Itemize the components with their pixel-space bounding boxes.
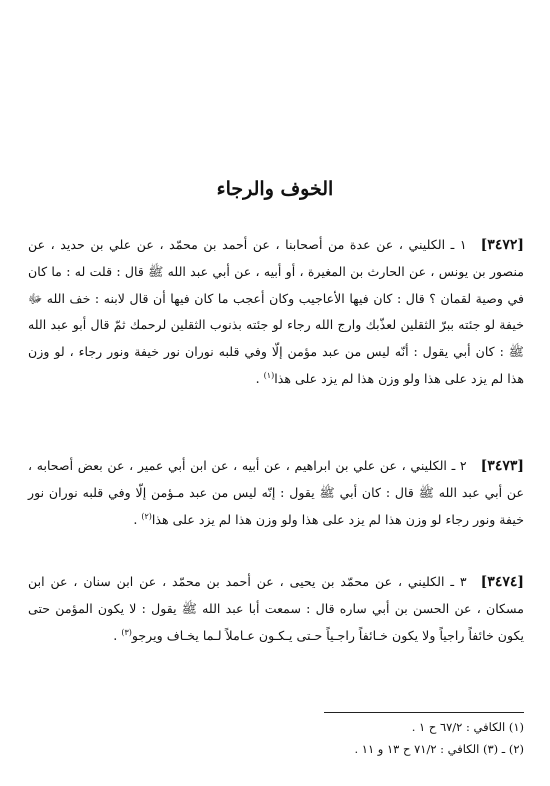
hadith-text: ٣ ـ الكليني ، عن محمّد بن يحيى ، عن أحمد بن محمّد ، عن ابن سنان ، عن ابن مسكان ، عن الحسن بن أبي ساره قال : سمعت أبا عبد الله ﷺ يقول : لا يكون المؤمن حتى يكون خائفاً راجياً ولا يكون خـائفاً راجـياً حـتى يـكـون عـاملاً لـما يخـاف ويرجو	[28, 574, 524, 643]
hadith-entry	[28, 453, 524, 533]
footnotes	[28, 716, 524, 760]
hadith-number: [٣٤٧٣]	[480, 458, 524, 474]
hadith-text: ١ ـ الكليني ، عن عدة من أصحابنا ، عن أحمد بن محمّد ، عن علي بن حديد ، عن منصور بن يونس ، عن الحارث بن المغيرة ، أو أبيه ، عن أبي عبد الله ﷺ قال : قلت له : ما كان في وصية لقمان ؟ قال : كان فيها الأعاجيب وكان أعجب ما كان فيها أن قال لابنه : خف الله ﷻ خيفة لو جئته ببرّ الثقلين لعذّبك وارج الله رجاء لو جئته بذنوب الثقلين لرحمك ثمّ قال أبو عبد الله ﷺ : كان أبي يقول : أنّه ليس من عبد مؤمن إلّا وفي قلبه نوران نور خيفة ونور رجاء ، لو وزن هذا لم يزد على هذا ولو وزن هذا لم يزد على هذا	[28, 237, 524, 386]
hadith-entry	[28, 232, 524, 393]
footnote-line: (١) الكافي : ٦٧/٢ ح ١ .	[411, 720, 524, 734]
hadith-text: ٢ ـ الكليني ، عن علي بن ابراهيم ، عن أبيه ، عن ابن أبي عمير ، عن بعض أصحابه ، عن أبي عبد الله ﷺ قال : كان أبي ﷺ يقول : إنّه ليس من عبد مـؤمن إلّا وفي قلبه نوران نور خيفة ونور رجاء لو وزن هذا لم يزد على هذا ولو وزن هذا لم يزد على هذا	[28, 458, 524, 527]
hadith-entry	[28, 569, 524, 649]
footnote-marker: (١)	[263, 370, 275, 380]
footnote-divider	[324, 712, 524, 713]
footnote-line: (٢) ـ (٣) الكافي : ٧١/٢ ح ١٣ و ١١ .	[354, 742, 524, 756]
hadith-end: .	[133, 511, 142, 527]
chapter-title: الخوف والرجاء	[216, 178, 334, 200]
hadith-number: [٣٤٧٢]	[480, 237, 524, 253]
hadith-end: .	[113, 627, 122, 643]
footnote-marker: (٢)	[141, 511, 152, 521]
hadith-end: .	[255, 370, 264, 386]
footnote-marker: (٣)	[121, 627, 132, 637]
hadith-number: [٣٤٧٤]	[480, 574, 524, 590]
